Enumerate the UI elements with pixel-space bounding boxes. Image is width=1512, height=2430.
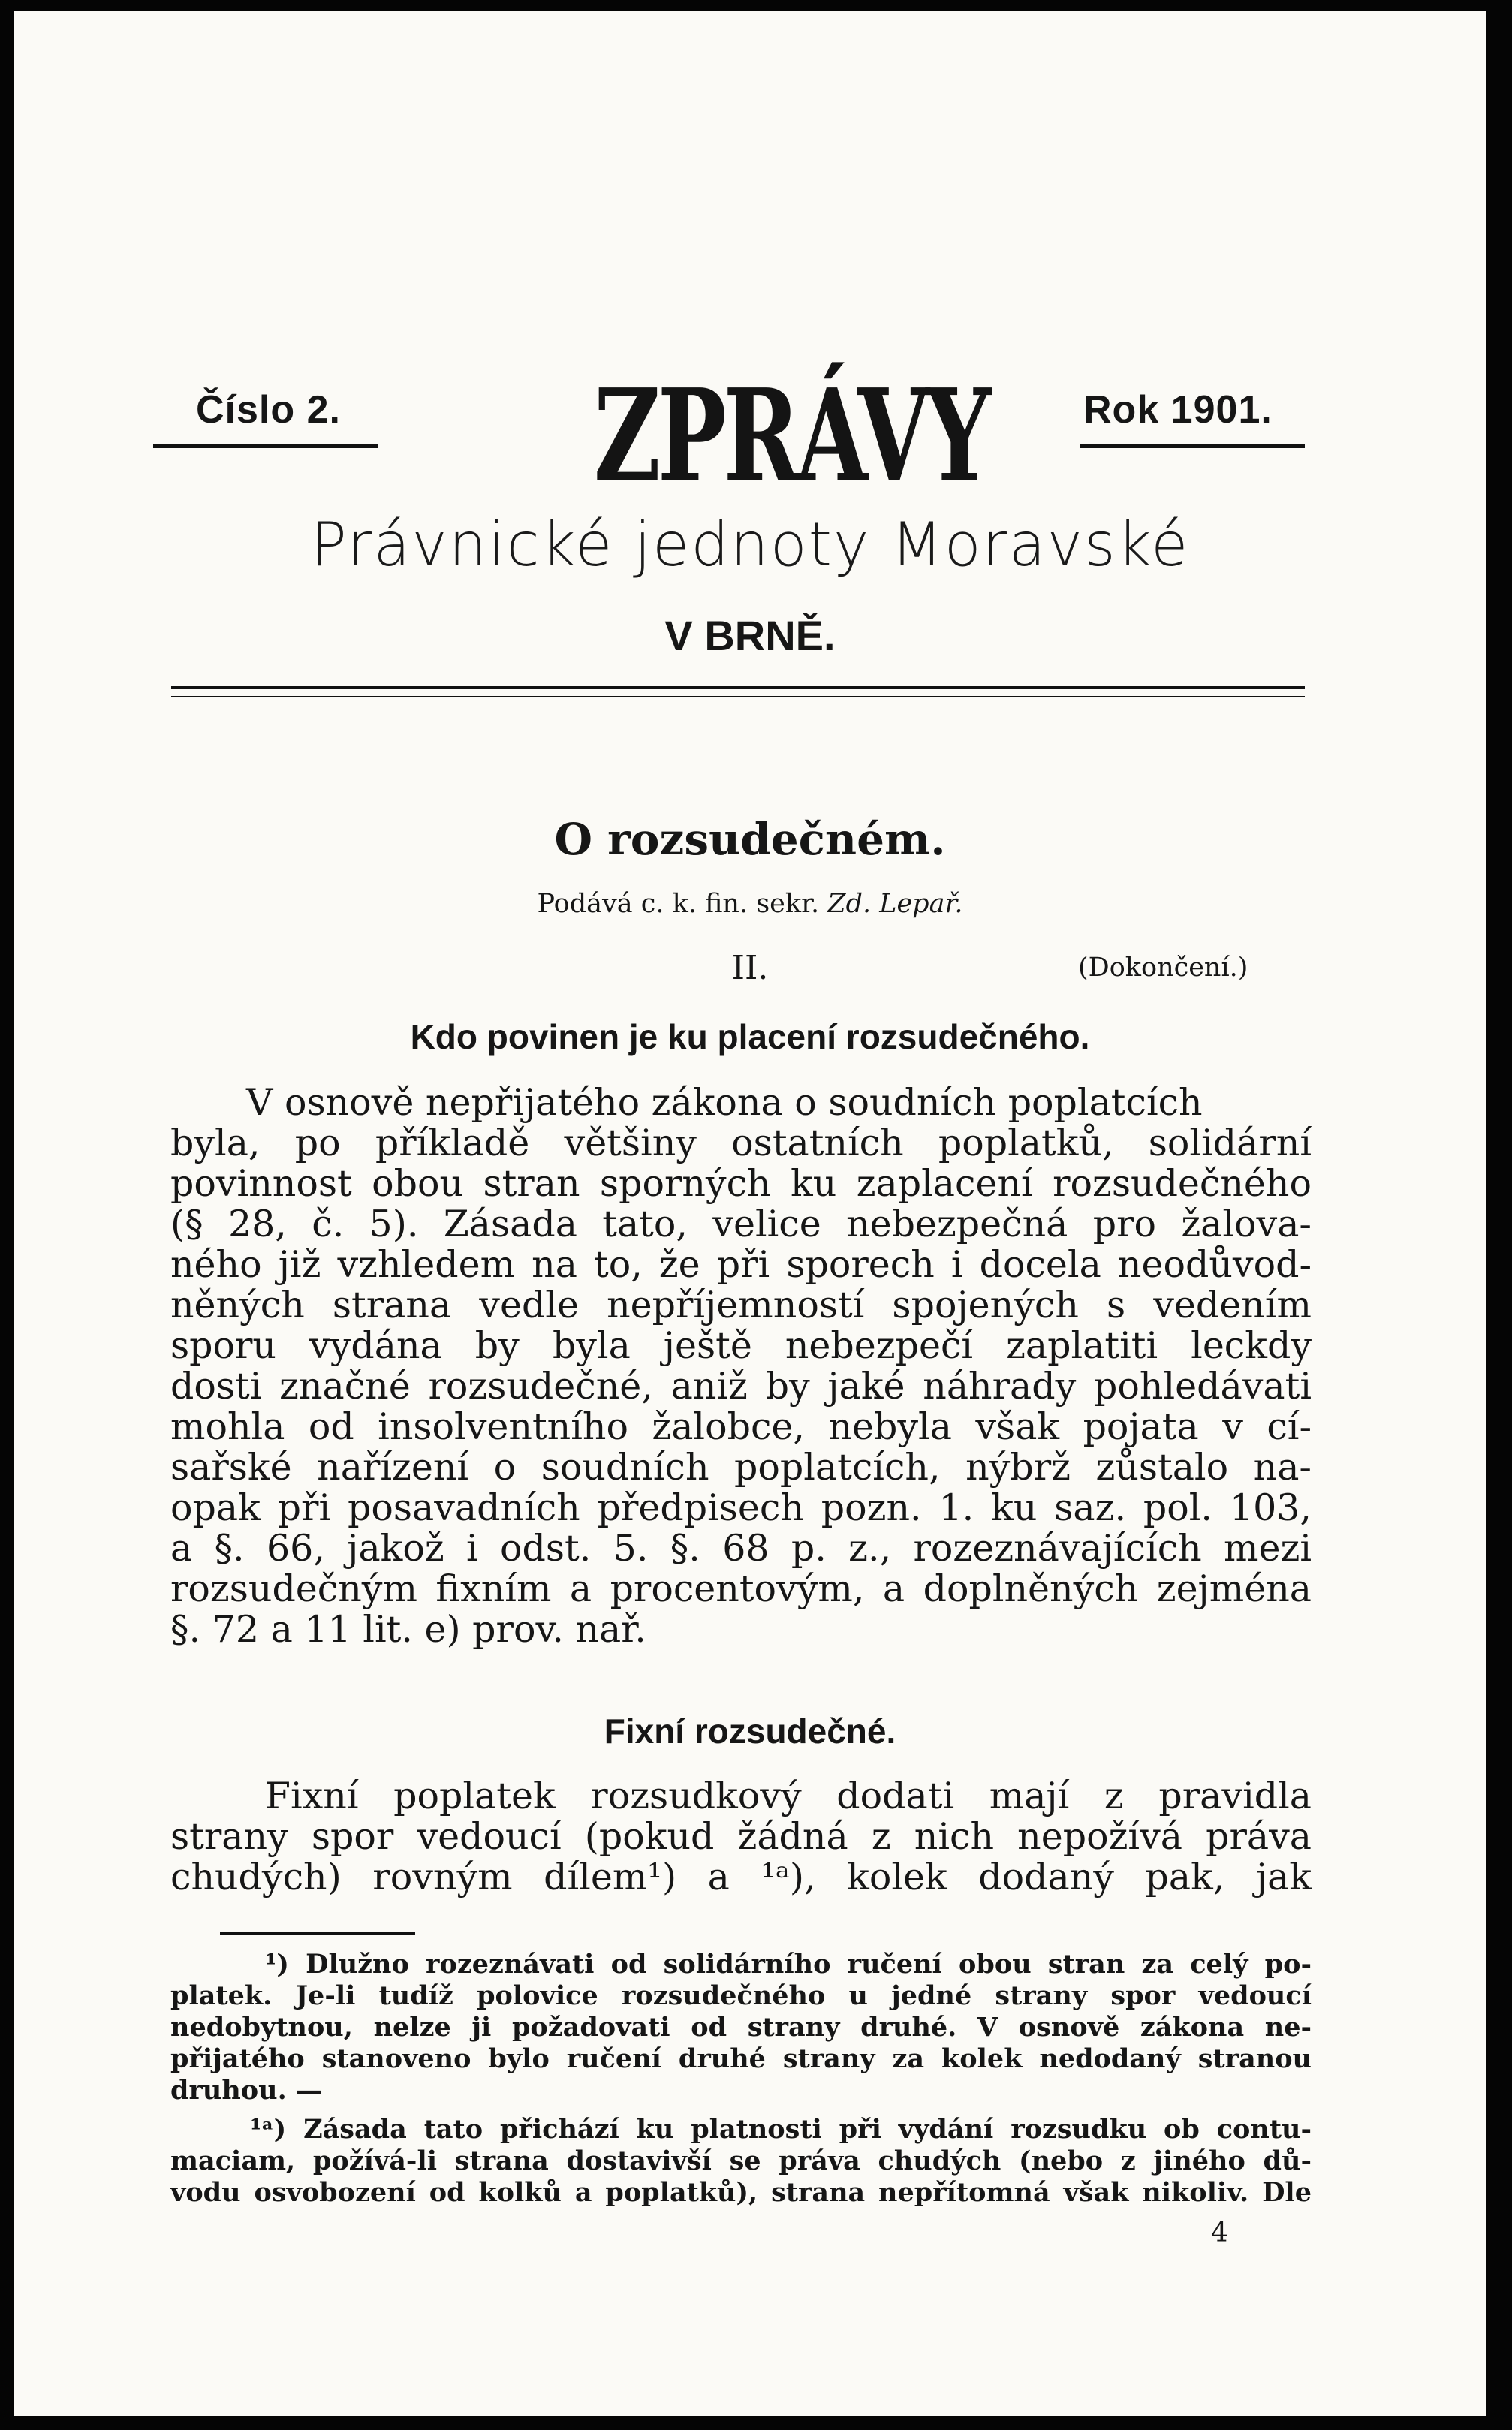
footnote-line: ¹) Dlužno rozeznávati od solidárního ručení obou stran za celý po- [265, 1949, 1312, 1980]
body-line: mohla od insolventního žalobce, nebyla však pojata v cí- [170, 1405, 1312, 1448]
footnote-rule [220, 1932, 415, 1935]
footnote-line: přijatého stanoveno bylo ručení druhé strany za kolek nedodaný stranou [170, 2043, 1312, 2074]
body-line: povinnost obou stran sporných ku zaplacení rozsudečného [170, 1162, 1312, 1205]
byline-author: Zd. Lepař. [827, 889, 963, 919]
section-heading-2: Fixní rozsudečné. [604, 1712, 896, 1751]
footnote-line: vodu osvobození od kolků a poplatků), strana nepřítomná však nikoliv. Dle [170, 2177, 1312, 2208]
masthead-rule-bottom [171, 696, 1305, 697]
article-byline [14, 889, 1486, 919]
continuation-note: (Dokončení.) [1078, 953, 1248, 983]
body-line: strany spor vedoucí (pokud žádná z nich nepožívá práva [170, 1815, 1312, 1858]
footnote-line: druhou. — [170, 2075, 322, 2106]
issue-underline [153, 444, 378, 448]
masthead-logo: ZPRÁVY [593, 361, 989, 511]
issue-number: Číslo 2. [196, 388, 341, 432]
body-line: ného již vzhledem na to, že při sporech i docela neodůvod- [170, 1243, 1312, 1286]
body-line: opak při posavadních předpisech pozn. 1. ku saz. pol. 103, [170, 1486, 1312, 1529]
article-title: O rozsudečném. [554, 814, 946, 865]
body-line: rozsudečným fixním a procentovým, a doplněných zejména [170, 1567, 1312, 1610]
article-part: II. [731, 949, 769, 987]
body-line: dosti značné rozsudečné, aniž by jaké náhrady pohledávati [170, 1365, 1312, 1408]
body-line: (§ 28, č. 5). Zásada tato, velice nebezpečná pro žalova- [170, 1203, 1312, 1245]
masthead-rule-top [171, 686, 1305, 689]
byline-prefix: Podává c. k. fin. sekr. [537, 889, 820, 919]
body-line: sařské nařízení o soudních poplatcích, nýbrž zůstalo na- [170, 1446, 1312, 1489]
body-line: byla, po příkladě většiny ostatních poplatků, solidární [170, 1122, 1312, 1164]
body-line: něných strana vedle nepříjemností spojených s vedením [170, 1284, 1312, 1326]
body-line: §. 72 a 11 lit. e) prov. nař. [170, 1608, 646, 1651]
body-line: Fixní poplatek rozsudkový dodati mají z pravidla [265, 1775, 1312, 1817]
footnote-line: maciam, požívá-li strana dostavivší se práva chudých (nebo z jiného dů- [170, 2145, 1312, 2176]
document-page [14, 11, 1486, 2416]
footnote-line: platek. Je-li tudíž polovice rozsudečného u jedné strany spor vedoucí [170, 1980, 1312, 2011]
masthead-subtitle: Právnické jednoty Moravské [310, 510, 1190, 580]
body-line: a §. 66, jakož i odst. 5. §. 68 p. z., rozeznávajících mezi [170, 1527, 1312, 1570]
footnote-line: ¹ᵃ) Zásada tato přichází ku platnosti při vydání rozsudku ob contu- [250, 2114, 1312, 2145]
year-label: Rok 1901. [1083, 388, 1273, 432]
body-line: V osnově nepřijatého zákona o soudních poplatcích [246, 1081, 1203, 1124]
body-line: sporu vydána by byla ještě nebezpečí zaplatiti leckdy [170, 1324, 1312, 1367]
year-underline [1080, 444, 1305, 448]
body-line: chudých) rovným dílem¹) a ¹ᵃ), kolek dodaný pak, jak [170, 1856, 1312, 1899]
section-heading-1: Kdo povinen je ku placení rozsudečného. [410, 1017, 1090, 1056]
footnote-line: nedobytnou, nelze ji požadovati od strany druhé. V osnově zákona ne- [170, 2012, 1312, 2043]
masthead-city: V BRNĚ. [664, 612, 836, 659]
page-number: 4 [1211, 2218, 1228, 2248]
